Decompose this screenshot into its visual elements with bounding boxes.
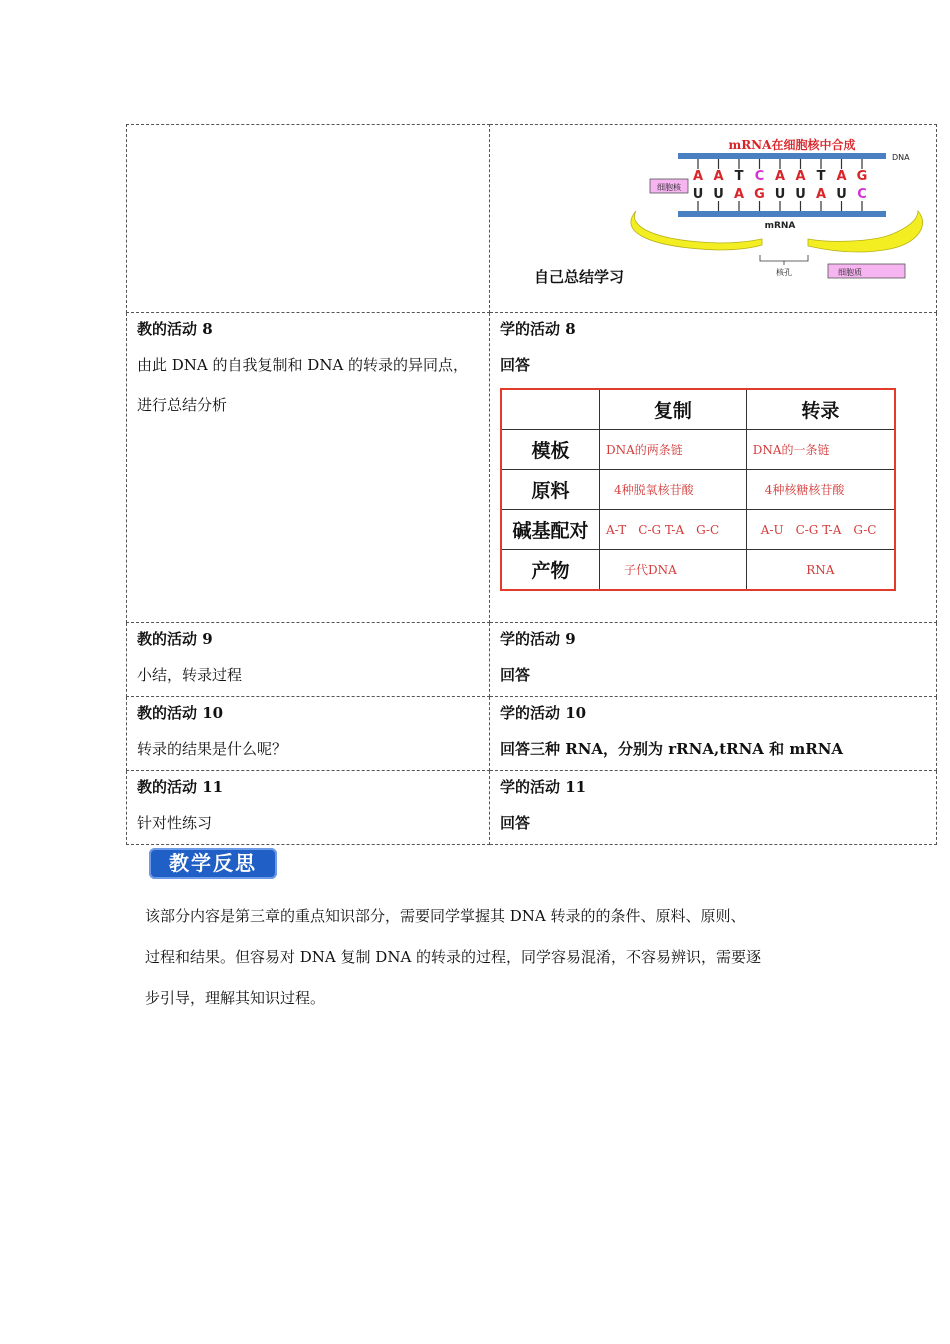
mrna-base-letter: U xyxy=(795,187,806,202)
comparison-row xyxy=(501,470,895,510)
student-activity-text: 回答 xyxy=(500,666,531,684)
dna-label: DNA xyxy=(892,153,910,162)
comparison-row xyxy=(501,550,895,591)
comparison-cell: A-T C-G T-A G-C xyxy=(600,510,747,550)
comparison-cell: DNA的两条链 xyxy=(600,430,747,470)
comparison-cell: DNA的一条链 xyxy=(746,430,895,470)
comparison-cell: A-U C-G T-A G-C xyxy=(746,510,895,550)
table-row xyxy=(127,313,937,623)
comparison-row xyxy=(501,430,895,470)
mrna-strand xyxy=(678,211,886,217)
dna-base-letter: C xyxy=(754,169,765,184)
comparison-header: 复制 xyxy=(600,389,747,430)
reflection-text xyxy=(145,906,817,1029)
comparison-cell: RNA xyxy=(746,550,895,591)
comparison-row-label: 碱基配对 xyxy=(501,510,600,550)
dna-bases xyxy=(693,169,867,184)
teacher-activity-heading: 教的活动 10 xyxy=(137,704,224,722)
student-summary-text: 自己总结学习 xyxy=(534,268,625,286)
comparison-cell: 子代DNA xyxy=(600,550,747,591)
teacher-activity-heading: 教的活动 8 xyxy=(137,320,213,338)
dna-base-letter: T xyxy=(816,169,826,184)
pore-bracket xyxy=(760,255,808,265)
teacher-activity-heading: 教的活动 9 xyxy=(137,630,213,648)
comparison-cell: 4种核糖核苷酸 xyxy=(746,470,895,510)
student-activity-heading: 学的活动 11 xyxy=(500,778,587,796)
replication-transcription-comparison xyxy=(500,388,896,591)
teacher-cell xyxy=(127,697,490,771)
student-activity-text: 回答 xyxy=(500,814,531,832)
student-activity-heading: 学的活动 8 xyxy=(500,320,576,338)
dna-base-letter: A xyxy=(713,169,724,184)
comparison-row-label: 原料 xyxy=(501,470,600,510)
dna-base-letter: A xyxy=(836,169,847,184)
reflection-paragraph: 过程和结果。但容易对 DNA 复制 DNA 的转录的过程，同学容易混淆，不容易辨识，需要逐 xyxy=(145,948,762,966)
teacher-cell xyxy=(127,313,490,623)
student-cell xyxy=(490,697,937,771)
cytoplasm-label: 细胞质 xyxy=(838,268,862,277)
dna-base-letter: A xyxy=(692,169,704,184)
mrna-base-letter: U xyxy=(836,187,847,202)
student-activity-text: 回答 xyxy=(500,356,531,374)
teacher-activity-text: 小结，转录过程 xyxy=(137,666,243,684)
table-row xyxy=(127,771,937,845)
mrna-base-letter: A xyxy=(815,187,827,202)
dna-base-letter: A xyxy=(795,169,806,184)
teacher-activity-text: 由此 DNA 的自我复制和 DNA 的转录的异同点， xyxy=(137,356,469,374)
table-row xyxy=(127,125,937,313)
reflection-paragraph: 该部分内容是第三章的重点知识部分，需要同学掌握其 DNA 转录的的条件、原料、原则、 xyxy=(145,907,746,925)
teaching-reflection-tag xyxy=(149,848,277,879)
dna-base-letter: A xyxy=(774,169,786,184)
dna-strand xyxy=(678,153,886,159)
student-cell-diagram xyxy=(490,125,937,313)
nucleus-label: 细胞核 xyxy=(657,183,681,192)
mrna-base-letter: U xyxy=(774,187,786,202)
comparison-row-label: 模板 xyxy=(501,430,600,470)
mrna-base-letter: C xyxy=(857,187,867,202)
activity-table xyxy=(126,124,937,845)
mrna-base-letter: U xyxy=(692,187,704,202)
comparison-header: 转录 xyxy=(746,389,895,430)
student-cell xyxy=(490,771,937,845)
mrna-base-letter: A xyxy=(733,187,745,202)
teacher-cell xyxy=(127,771,490,845)
dna-base-ticks xyxy=(698,159,862,169)
student-activity-heading: 学的活动 9 xyxy=(500,630,576,648)
teacher-activity-text: 针对性练习 xyxy=(137,814,213,832)
student-activity-text: 回答三种 RNA，分别为 rRNA,tRNA 和 mRNA xyxy=(500,740,844,758)
teacher-cell xyxy=(127,623,490,697)
mrna-base-letter: U xyxy=(713,187,724,202)
teacher-cell-empty xyxy=(127,125,490,313)
mrna-base-letter: G xyxy=(754,187,765,202)
mrna-bases xyxy=(693,187,867,202)
teacher-activity-text: 转录的结果是什么呢？ xyxy=(137,740,288,758)
table-row xyxy=(127,623,937,697)
mrna-label: mRNA xyxy=(764,221,796,231)
student-activity-heading: 学的活动 10 xyxy=(500,704,587,722)
mrna-base-ticks xyxy=(698,201,862,211)
comparison-cell: 4种脱氧核苷酸 xyxy=(600,470,747,510)
reflection-paragraph: 步引导，理解其知识过程。 xyxy=(145,989,326,1007)
comparison-header-row xyxy=(501,389,895,430)
teaching-reflection-tag-label: 教学反思 xyxy=(169,851,257,875)
pore-label: 核孔 xyxy=(776,268,792,277)
teacher-activity-heading: 教的活动 11 xyxy=(137,778,224,796)
nuclear-envelope-right xyxy=(808,211,923,252)
student-cell xyxy=(490,623,937,697)
teacher-activity-text: 进行总结分析 xyxy=(137,396,228,414)
dna-base-letter: T xyxy=(734,169,744,184)
comparison-row-label: 产物 xyxy=(501,550,600,591)
dna-base-letter: G xyxy=(856,169,868,184)
table-row xyxy=(127,697,937,771)
comparison-row xyxy=(501,510,895,550)
diagram-title: mRNA在细胞核中合成 xyxy=(728,138,856,152)
student-cell xyxy=(490,313,937,623)
